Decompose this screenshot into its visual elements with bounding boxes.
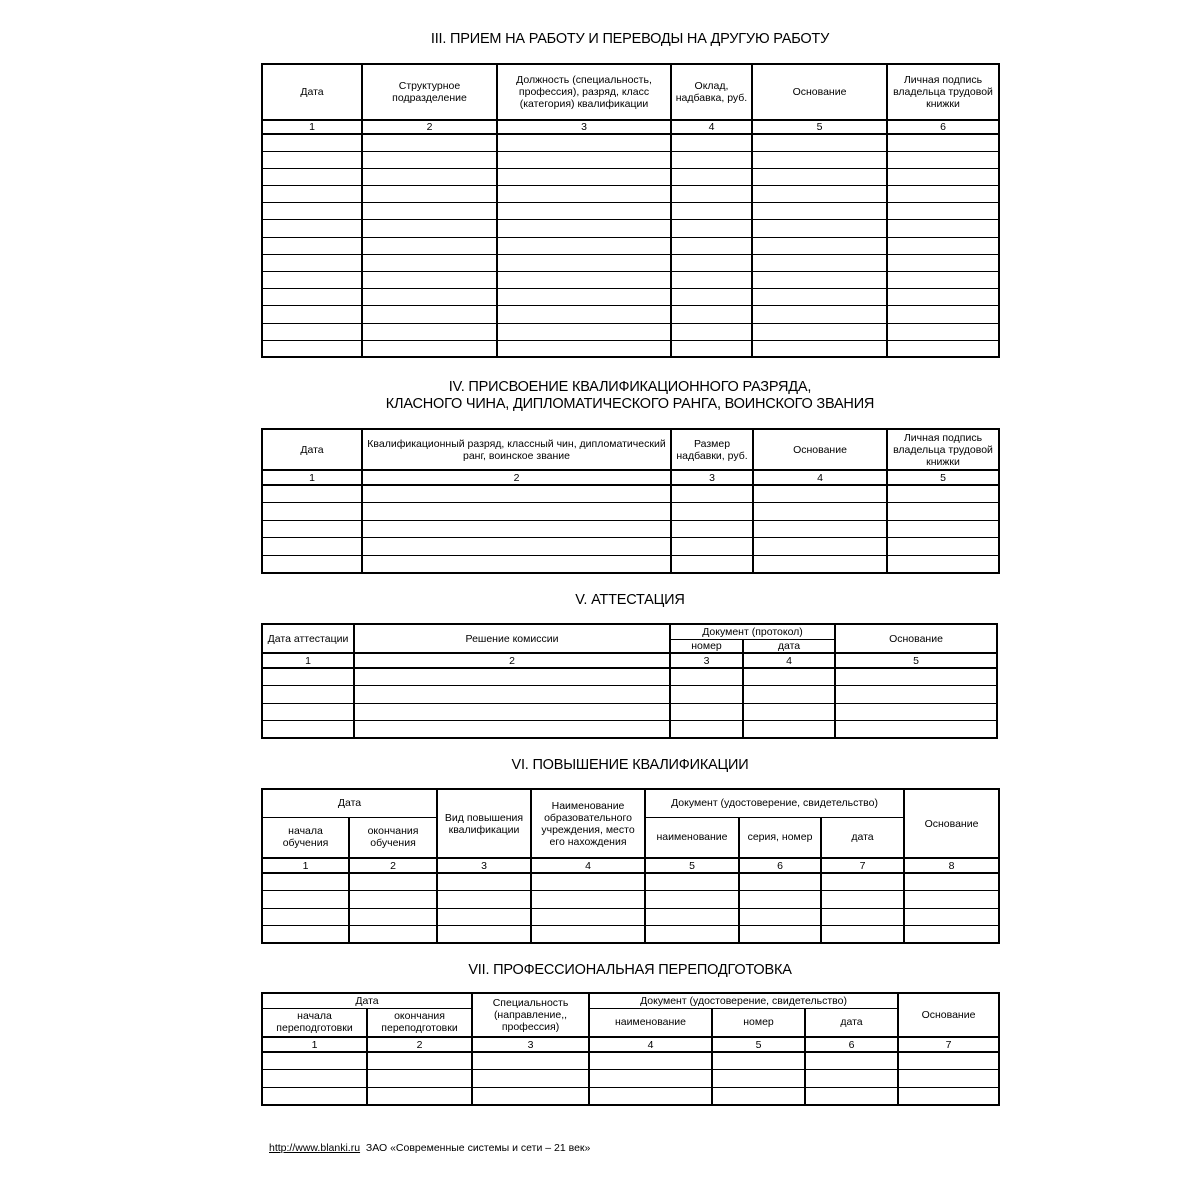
empty-cell[interactable] bbox=[437, 891, 531, 909]
empty-cell[interactable] bbox=[437, 908, 531, 926]
empty-cell[interactable] bbox=[904, 926, 999, 944]
col-number: 6 bbox=[805, 1037, 898, 1052]
col-number: 3 bbox=[670, 653, 743, 668]
col-number: 2 bbox=[362, 120, 497, 134]
empty-cell[interactable] bbox=[262, 272, 362, 289]
employment-rows bbox=[262, 134, 999, 357]
table-row bbox=[262, 1070, 999, 1088]
empty-cell[interactable] bbox=[835, 703, 997, 721]
empty-cell[interactable] bbox=[671, 289, 752, 306]
col-number: 2 bbox=[362, 470, 671, 485]
empty-cell[interactable] bbox=[739, 908, 821, 926]
empty-cell[interactable] bbox=[671, 134, 752, 151]
empty-cell[interactable] bbox=[752, 220, 887, 237]
empty-cell[interactable] bbox=[367, 1070, 472, 1088]
table-row bbox=[262, 168, 999, 185]
empty-cell[interactable] bbox=[752, 323, 887, 340]
empty-cell[interactable] bbox=[354, 721, 670, 739]
empty-cell[interactable] bbox=[671, 237, 752, 254]
empty-cell[interactable] bbox=[262, 926, 349, 944]
table-row bbox=[262, 503, 999, 521]
empty-cell[interactable] bbox=[671, 254, 752, 271]
col-end-header: окончания переподготовки bbox=[367, 1008, 472, 1037]
empty-cell[interactable] bbox=[262, 289, 362, 306]
table-row bbox=[262, 703, 997, 721]
empty-cell[interactable] bbox=[362, 340, 497, 357]
col-number: 3 bbox=[472, 1037, 589, 1052]
empty-cell[interactable] bbox=[671, 151, 752, 168]
attestation-table bbox=[261, 623, 998, 739]
empty-cell[interactable] bbox=[752, 186, 887, 203]
empty-cell[interactable] bbox=[362, 485, 671, 503]
empty-cell[interactable] bbox=[670, 721, 743, 739]
empty-cell[interactable] bbox=[887, 538, 999, 556]
advanced-training-rows bbox=[262, 873, 999, 943]
col-doc-date-header: дата bbox=[805, 1008, 898, 1037]
empty-cell[interactable] bbox=[367, 1052, 472, 1070]
table-row bbox=[262, 555, 999, 573]
empty-cell[interactable] bbox=[670, 703, 743, 721]
empty-cell[interactable] bbox=[362, 503, 671, 521]
table-row bbox=[262, 908, 999, 926]
empty-cell[interactable] bbox=[362, 289, 497, 306]
table-row bbox=[262, 1087, 999, 1105]
empty-cell[interactable] bbox=[887, 254, 999, 271]
empty-cell[interactable] bbox=[262, 703, 354, 721]
empty-cell[interactable] bbox=[354, 668, 670, 686]
empty-cell[interactable] bbox=[753, 520, 887, 538]
empty-cell[interactable] bbox=[262, 134, 362, 151]
empty-cell[interactable] bbox=[354, 686, 670, 704]
empty-cell[interactable] bbox=[671, 538, 753, 556]
section-3-title: III. ПРИЕМ НА РАБОТУ И ПЕРЕВОДЫ НА ДРУГУЮ РАБОТУ bbox=[430, 31, 830, 47]
col-date-header: Дата bbox=[262, 64, 362, 120]
table-row bbox=[262, 254, 999, 271]
table-row bbox=[262, 485, 999, 503]
empty-cell[interactable] bbox=[821, 926, 904, 944]
empty-cell[interactable] bbox=[887, 323, 999, 340]
table-row bbox=[262, 151, 999, 168]
col-position-header: Должность (специальность, профессия), разряд, класс (категория) квалификации bbox=[497, 64, 671, 120]
retraining-table bbox=[261, 992, 1000, 1106]
empty-cell[interactable] bbox=[887, 485, 999, 503]
empty-cell[interactable] bbox=[362, 555, 671, 573]
empty-cell[interactable] bbox=[497, 306, 671, 323]
empty-cell[interactable] bbox=[367, 1087, 472, 1105]
empty-cell[interactable] bbox=[752, 151, 887, 168]
empty-cell[interactable] bbox=[497, 168, 671, 185]
col-number: 5 bbox=[887, 470, 999, 485]
col-date-header: Дата bbox=[262, 993, 472, 1008]
empty-cell[interactable] bbox=[671, 555, 753, 573]
empty-cell[interactable] bbox=[472, 1087, 589, 1105]
empty-cell[interactable] bbox=[497, 340, 671, 357]
col-signature-header: Личная подпись владельца трудовой книжки bbox=[887, 429, 999, 470]
empty-cell[interactable] bbox=[739, 873, 821, 891]
empty-cell[interactable] bbox=[904, 891, 999, 909]
empty-cell[interactable] bbox=[821, 891, 904, 909]
table-row bbox=[262, 926, 999, 944]
empty-cell[interactable] bbox=[671, 272, 752, 289]
empty-cell[interactable] bbox=[712, 1052, 805, 1070]
col-bonus-header: Размер надбавки, руб. bbox=[671, 429, 753, 470]
empty-cell[interactable] bbox=[671, 220, 752, 237]
col-basis-header: Основание bbox=[904, 789, 999, 858]
employment-table bbox=[261, 63, 1000, 358]
empty-cell[interactable] bbox=[362, 520, 671, 538]
col-number: 4 bbox=[531, 858, 645, 873]
empty-cell[interactable] bbox=[835, 686, 997, 704]
empty-cell[interactable] bbox=[349, 873, 437, 891]
empty-cell[interactable] bbox=[887, 503, 999, 521]
empty-cell[interactable] bbox=[362, 186, 497, 203]
empty-cell[interactable] bbox=[752, 306, 887, 323]
empty-cell[interactable] bbox=[904, 908, 999, 926]
empty-cell[interactable] bbox=[743, 703, 835, 721]
empty-cell[interactable] bbox=[497, 254, 671, 271]
empty-cell[interactable] bbox=[531, 908, 645, 926]
empty-cell[interactable] bbox=[531, 891, 645, 909]
empty-cell[interactable] bbox=[497, 237, 671, 254]
empty-cell[interactable] bbox=[262, 1087, 367, 1105]
empty-cell[interactable] bbox=[743, 721, 835, 739]
empty-cell[interactable] bbox=[262, 555, 362, 573]
empty-cell[interactable] bbox=[670, 686, 743, 704]
empty-cell[interactable] bbox=[645, 908, 739, 926]
col-number: 1 bbox=[262, 470, 362, 485]
table-row bbox=[262, 272, 999, 289]
table-row bbox=[262, 721, 997, 739]
empty-cell[interactable] bbox=[712, 1087, 805, 1105]
empty-cell[interactable] bbox=[887, 220, 999, 237]
table-row bbox=[262, 134, 999, 151]
table-row bbox=[262, 538, 999, 556]
empty-cell[interactable] bbox=[497, 151, 671, 168]
empty-cell[interactable] bbox=[753, 555, 887, 573]
empty-cell[interactable] bbox=[743, 668, 835, 686]
empty-cell[interactable] bbox=[262, 220, 362, 237]
col-number: 5 bbox=[835, 653, 997, 668]
empty-cell[interactable] bbox=[671, 340, 752, 357]
section-4-title-line1: IV. ПРИСВОЕНИЕ КВАЛИФИКАЦИОННОГО РАЗРЯДА, bbox=[448, 379, 812, 395]
empty-cell[interactable] bbox=[497, 272, 671, 289]
empty-cell[interactable] bbox=[262, 485, 362, 503]
empty-cell[interactable] bbox=[645, 873, 739, 891]
empty-cell[interactable] bbox=[349, 891, 437, 909]
table-row bbox=[262, 686, 997, 704]
empty-cell[interactable] bbox=[898, 1087, 999, 1105]
empty-cell[interactable] bbox=[362, 168, 497, 185]
empty-cell[interactable] bbox=[362, 306, 497, 323]
col-date-header: Дата bbox=[262, 789, 437, 817]
empty-cell[interactable] bbox=[354, 703, 670, 721]
col-number: 1 bbox=[262, 653, 354, 668]
empty-cell[interactable] bbox=[887, 203, 999, 220]
footer-link[interactable]: http://www.blanki.ru bbox=[269, 1142, 361, 1154]
col-document-header: Документ (удостоверение, свидетельство) bbox=[645, 789, 904, 817]
empty-cell[interactable] bbox=[362, 323, 497, 340]
table-row bbox=[262, 891, 999, 909]
col-number: 1 bbox=[262, 858, 349, 873]
empty-cell[interactable] bbox=[497, 220, 671, 237]
table-row bbox=[262, 323, 999, 340]
col-number: 4 bbox=[671, 120, 752, 134]
col-number: 5 bbox=[712, 1037, 805, 1052]
empty-cell[interactable] bbox=[752, 289, 887, 306]
empty-cell[interactable] bbox=[262, 203, 362, 220]
empty-cell[interactable] bbox=[262, 340, 362, 357]
empty-cell[interactable] bbox=[805, 1070, 898, 1088]
empty-cell[interactable] bbox=[743, 686, 835, 704]
empty-cell[interactable] bbox=[753, 538, 887, 556]
col-basis-header: Основание bbox=[753, 429, 887, 470]
empty-cell[interactable] bbox=[898, 1052, 999, 1070]
col-number: 1 bbox=[262, 1037, 367, 1052]
empty-cell[interactable] bbox=[262, 186, 362, 203]
col-number: 7 bbox=[821, 858, 904, 873]
empty-cell[interactable] bbox=[497, 289, 671, 306]
empty-cell[interactable] bbox=[887, 306, 999, 323]
attestation-rows bbox=[262, 668, 997, 738]
empty-cell[interactable] bbox=[670, 668, 743, 686]
table-row bbox=[262, 306, 999, 323]
empty-cell[interactable] bbox=[497, 186, 671, 203]
col-salary-header: Оклад, надбавка, руб. bbox=[671, 64, 752, 120]
empty-cell[interactable] bbox=[752, 340, 887, 357]
empty-cell[interactable] bbox=[887, 272, 999, 289]
empty-cell[interactable] bbox=[262, 1070, 367, 1088]
empty-cell[interactable] bbox=[531, 926, 645, 944]
empty-cell[interactable] bbox=[362, 151, 497, 168]
col-number: 2 bbox=[354, 653, 670, 668]
empty-cell[interactable] bbox=[805, 1052, 898, 1070]
empty-cell[interactable] bbox=[752, 168, 887, 185]
empty-cell[interactable] bbox=[753, 485, 887, 503]
empty-cell[interactable] bbox=[262, 908, 349, 926]
empty-cell[interactable] bbox=[887, 289, 999, 306]
col-document-header: Документ (удостоверение, свидетельство) bbox=[589, 993, 898, 1008]
col-training-type-header: Вид повышения квалификации bbox=[437, 789, 531, 858]
empty-cell[interactable] bbox=[362, 538, 671, 556]
col-number: 1 bbox=[262, 120, 362, 134]
qualification-rank-rows bbox=[262, 485, 999, 573]
col-rank-header: Квалификационный разряд, классный чин, дипломатический ранг, воинское звание bbox=[362, 429, 671, 470]
col-number: 5 bbox=[752, 120, 887, 134]
empty-cell[interactable] bbox=[349, 926, 437, 944]
empty-cell[interactable] bbox=[437, 926, 531, 944]
empty-cell[interactable] bbox=[671, 186, 752, 203]
empty-cell[interactable] bbox=[262, 237, 362, 254]
empty-cell[interactable] bbox=[887, 151, 999, 168]
col-basis-header: Основание bbox=[898, 993, 999, 1037]
col-doc-series-header: серия, номер bbox=[739, 817, 821, 858]
empty-cell[interactable] bbox=[671, 168, 752, 185]
table-row bbox=[262, 203, 999, 220]
empty-cell[interactable] bbox=[645, 891, 739, 909]
empty-cell[interactable] bbox=[262, 254, 362, 271]
empty-cell[interactable] bbox=[887, 340, 999, 357]
empty-cell[interactable] bbox=[362, 272, 497, 289]
col-number: 2 bbox=[349, 858, 437, 873]
empty-cell[interactable] bbox=[262, 538, 362, 556]
empty-cell[interactable] bbox=[497, 323, 671, 340]
empty-cell[interactable] bbox=[497, 134, 671, 151]
empty-cell[interactable] bbox=[887, 520, 999, 538]
empty-cell[interactable] bbox=[589, 1052, 712, 1070]
col-number: 6 bbox=[887, 120, 999, 134]
empty-cell[interactable] bbox=[821, 873, 904, 891]
col-date-header: Дата bbox=[262, 429, 362, 470]
col-decision-header: Решение комиссии bbox=[354, 624, 670, 653]
empty-cell[interactable] bbox=[262, 168, 362, 185]
col-doc-name-header: наименование bbox=[645, 817, 739, 858]
col-number: 3 bbox=[437, 858, 531, 873]
empty-cell[interactable] bbox=[262, 323, 362, 340]
col-doc-date-header: дата bbox=[743, 639, 835, 653]
empty-cell[interactable] bbox=[362, 134, 497, 151]
col-number: 2 bbox=[367, 1037, 472, 1052]
table-row bbox=[262, 520, 999, 538]
empty-cell[interactable] bbox=[262, 873, 349, 891]
empty-cell[interactable] bbox=[262, 891, 349, 909]
empty-cell[interactable] bbox=[497, 203, 671, 220]
empty-cell[interactable] bbox=[753, 503, 887, 521]
footer bbox=[269, 1141, 590, 1155]
col-document-header: Документ (протокол) bbox=[670, 624, 835, 639]
empty-cell[interactable] bbox=[671, 485, 753, 503]
col-doc-number-header: номер bbox=[712, 1008, 805, 1037]
empty-cell[interactable] bbox=[645, 926, 739, 944]
empty-cell[interactable] bbox=[752, 203, 887, 220]
col-doc-name-header: наименование bbox=[589, 1008, 712, 1037]
empty-cell[interactable] bbox=[262, 520, 362, 538]
empty-cell[interactable] bbox=[835, 721, 997, 739]
empty-cell[interactable] bbox=[887, 237, 999, 254]
col-number: 5 bbox=[645, 858, 739, 873]
empty-cell[interactable] bbox=[752, 134, 887, 151]
col-number: 4 bbox=[743, 653, 835, 668]
empty-cell[interactable] bbox=[262, 721, 354, 739]
empty-cell[interactable] bbox=[262, 151, 362, 168]
col-end-header: окончания обучения bbox=[349, 817, 437, 858]
empty-cell[interactable] bbox=[671, 323, 752, 340]
empty-cell[interactable] bbox=[739, 926, 821, 944]
col-basis-header: Основание bbox=[835, 624, 997, 653]
col-basis-header: Основание bbox=[752, 64, 887, 120]
empty-cell[interactable] bbox=[671, 503, 753, 521]
col-number: 7 bbox=[898, 1037, 999, 1052]
col-doc-number-header: номер bbox=[670, 639, 743, 653]
table-row bbox=[262, 186, 999, 203]
qualification-rank-table bbox=[261, 428, 1000, 574]
table-row bbox=[262, 237, 999, 254]
col-number: 6 bbox=[739, 858, 821, 873]
empty-cell[interactable] bbox=[472, 1052, 589, 1070]
empty-cell[interactable] bbox=[739, 891, 821, 909]
col-department-header: Структурное подразделение bbox=[362, 64, 497, 120]
empty-cell[interactable] bbox=[362, 254, 497, 271]
empty-cell[interactable] bbox=[472, 1070, 589, 1088]
col-number: 3 bbox=[497, 120, 671, 134]
advanced-training-table bbox=[261, 788, 1000, 944]
empty-cell[interactable] bbox=[262, 503, 362, 521]
table-row bbox=[262, 340, 999, 357]
empty-cell[interactable] bbox=[887, 555, 999, 573]
col-doc-date-header: дата bbox=[821, 817, 904, 858]
empty-cell[interactable] bbox=[887, 134, 999, 151]
empty-cell[interactable] bbox=[671, 306, 752, 323]
empty-cell[interactable] bbox=[821, 908, 904, 926]
col-attestation-date-header: Дата аттестации bbox=[262, 624, 354, 653]
empty-cell[interactable] bbox=[262, 1052, 367, 1070]
empty-cell[interactable] bbox=[887, 186, 999, 203]
col-institution-header: Наименование образовательного учреждения, место его нахождения bbox=[531, 789, 645, 858]
empty-cell[interactable] bbox=[887, 168, 999, 185]
section-7-title: VII. ПРОФЕССИОНАЛЬНАЯ ПЕРЕПОДГОТОВКА bbox=[468, 962, 792, 978]
section-5-title: V. АТТЕСТАЦИЯ bbox=[575, 592, 685, 608]
empty-cell[interactable] bbox=[752, 254, 887, 271]
table-row bbox=[262, 289, 999, 306]
empty-cell[interactable] bbox=[262, 306, 362, 323]
empty-cell[interactable] bbox=[349, 908, 437, 926]
empty-cell[interactable] bbox=[752, 272, 887, 289]
col-number: 4 bbox=[589, 1037, 712, 1052]
empty-cell[interactable] bbox=[712, 1070, 805, 1088]
col-start-header: начала обучения bbox=[262, 817, 349, 858]
empty-cell[interactable] bbox=[362, 220, 497, 237]
section-4-title-line2: КЛАСНОГО ЧИНА, ДИПЛОМАТИЧЕСКОГО РАНГА, ВОИНСКОГО ЗВАНИЯ bbox=[385, 396, 875, 412]
empty-cell[interactable] bbox=[835, 668, 997, 686]
empty-cell[interactable] bbox=[671, 520, 753, 538]
empty-cell[interactable] bbox=[752, 237, 887, 254]
col-number: 4 bbox=[753, 470, 887, 485]
empty-cell[interactable] bbox=[262, 668, 354, 686]
table-row bbox=[262, 668, 997, 686]
retraining-rows bbox=[262, 1052, 999, 1105]
empty-cell[interactable] bbox=[805, 1087, 898, 1105]
empty-cell[interactable] bbox=[362, 237, 497, 254]
empty-cell[interactable] bbox=[531, 873, 645, 891]
col-signature-header: Личная подпись владельца трудовой книжки bbox=[887, 64, 999, 120]
empty-cell[interactable] bbox=[904, 873, 999, 891]
table-row bbox=[262, 873, 999, 891]
empty-cell[interactable] bbox=[437, 873, 531, 891]
empty-cell[interactable] bbox=[262, 686, 354, 704]
empty-cell[interactable] bbox=[589, 1070, 712, 1088]
empty-cell[interactable] bbox=[671, 203, 752, 220]
table-row bbox=[262, 220, 999, 237]
table-row bbox=[262, 1052, 999, 1070]
empty-cell[interactable] bbox=[898, 1070, 999, 1088]
empty-cell[interactable] bbox=[589, 1087, 712, 1105]
section-6-title: VI. ПОВЫШЕНИЕ КВАЛИФИКАЦИИ bbox=[511, 757, 749, 773]
footer-company: ЗАО «Современные системы и сети – 21 век» bbox=[365, 1142, 591, 1154]
empty-cell[interactable] bbox=[362, 203, 497, 220]
col-number: 3 bbox=[671, 470, 753, 485]
col-start-header: начала переподготовки bbox=[262, 1008, 367, 1037]
col-number: 8 bbox=[904, 858, 999, 873]
col-specialty-header: Специальность (направление,, профессия) bbox=[472, 993, 589, 1037]
